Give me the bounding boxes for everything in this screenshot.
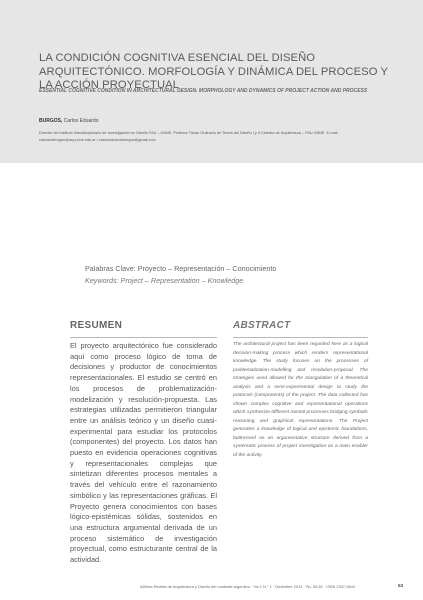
page-number: 53 xyxy=(398,583,404,588)
journal-citation: ADNea Revista de Arquitectura y Diseño del nordeste argentino · Vol 1 N.° 1 · Diciembre 2013 · Pp. 53-62 · ISSN 2347-064X xyxy=(140,584,356,589)
keywords-spanish: Palabras Clave: Proyecto – Representación – Conocimiento xyxy=(85,264,277,273)
resumen-body: El proyecto arquitectónico fue considerado aquí como proceso lógico de toma de decisiones y productor de conocimientos representacionales. El estudio se centró en los procesos de problematización-modelización y resolución-propuesta. Las estrategias utilizadas permitieron triangular entre un análisis teórico y un diseño cuasi-experimental para estudiar los protocolos (componentes) del proyecto. Los datos han puesto en evidencia operaciones cognitivas y representacionales complejas que sintetizan diferentes procesos mentales a través del vehículo entre el razonamiento simbólico y las representaciones gráficas. El Proyecto genera conocimientos con bases lógico-epistémicas sólidas, sostenidos en una estructura argumental derivada de un proceso sistemático de investigación proyectual, como estructurante central de la actividad. xyxy=(70,341,217,565)
abstract-heading: ABSTRACT xyxy=(233,320,291,331)
author-surname: BURGOS, xyxy=(39,118,63,124)
resumen-heading: RESUMEN xyxy=(70,320,123,331)
article-title-english: ESSENTIAL COGNITIVE CONDITION IN ARCHITECTURAL DESIGN. MORPHOLOGY AND DYNAMICS OF PROJECT ACTION AND PROCESS xyxy=(39,88,368,94)
keywords-english: Keywords: Project – Representation – Knowledge. xyxy=(85,276,246,285)
author-given-name: Carlos Eduardo xyxy=(63,118,99,124)
resumen-divider xyxy=(70,337,217,338)
abstract-body: The architectural project has been regarded here as a logical decision-making process which renders representational knowledge. The study focuses on the processes of problematization-modelling and resolution-proposal. The strategies used allowed for the triangulation of a theoretical analysis and a semi-experimental design to study the protocols (components) of the project. The data collected has shown complex cognitive and representational operations which synthesize different mental processes bridging symbolic reasoning and graphical representations. The Project generates a knowledge of logical and epistemic foundations, buttressed on an argumentative structure derived from a systematic process of project investigation as a main enabler of the activity. xyxy=(233,342,368,458)
article-title-spanish: LA CONDICIÓN COGNITIVA ESENCIAL DEL DISEÑO ARQUITECTÓNICO. MORFOLOGÍA Y DINÁMICA DEL PROCESO Y LA ACCIÓN PROYECTUAL xyxy=(39,52,388,91)
author-line xyxy=(39,118,98,124)
author-affiliation: Director del Instituto Interdisciplinario de Investigación en Diseño FAU – UNNE. Profesor Titular Ordinario de Teoría del Diseño I y II Cátedra de Arquitectura – FAU UNNE. E-mail: carlosedburgos@arq.unne.edu.ar / carloseduardoburgos@gmail.com xyxy=(39,131,339,142)
page-footer xyxy=(0,581,423,600)
abstract-divider xyxy=(233,337,368,338)
